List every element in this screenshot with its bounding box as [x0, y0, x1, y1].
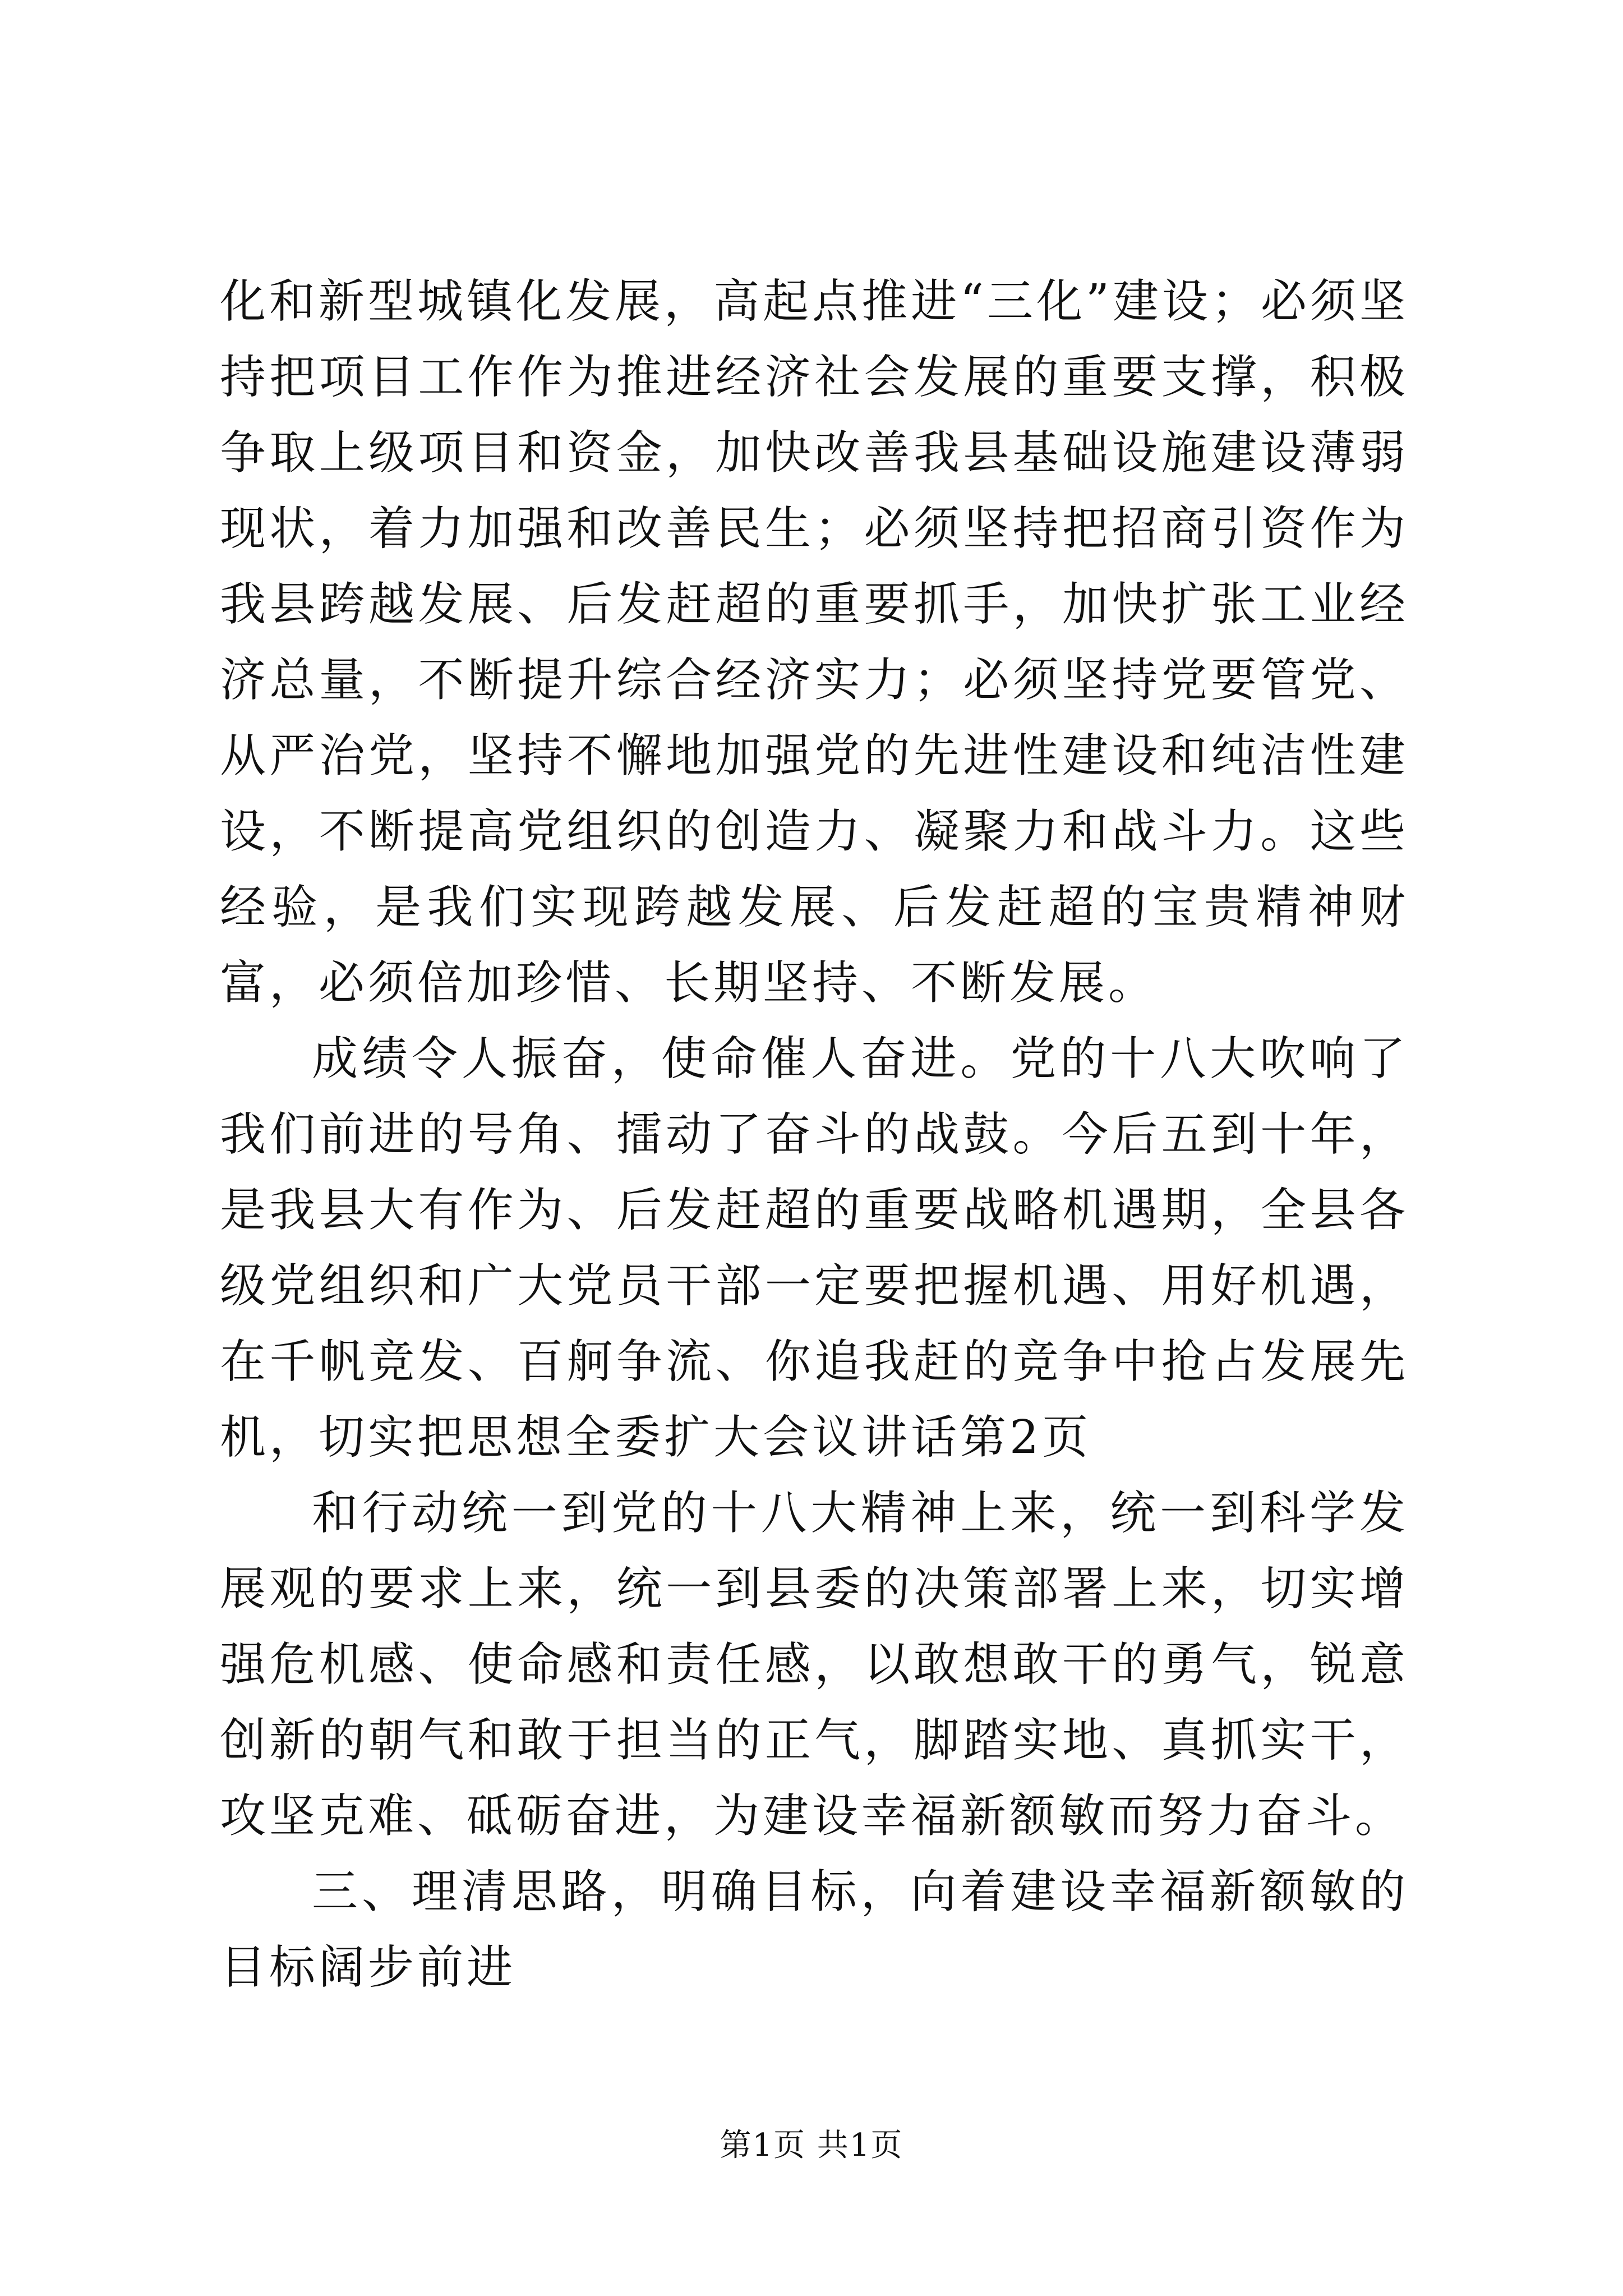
- paragraph-mission: 成绩令人振奋，使命催人奋进。党的十八大吹响了我们前进的号角、擂动了奋斗的战鼓。今后五到十年，是我县大有作为、后发赶超的重要战略机遇期，全县各级党组织和广大党员干部一定要把握机遇、用好机遇，在千帆竞发、百舸争流、你追我赶的竞争中抢占发展先机，切实把思想全委扩大会议讲话第2页: [220, 1032, 1409, 1464]
- document-body: [220, 264, 1409, 2005]
- paragraph-continued: 化和新型城镇化发展，高起点推进“三化”建设；必须坚持把项目工作作为推进经济社会发展的重要支撑，积极争取上级项目和资金，加快改善我县基础设施建设薄弱现状，着力加强和改善民生；必须坚持把招商引资作为我县跨越发展、后发赶超的重要抓手，加快扩张工业经济总量，不断提升综合经济实力；必须坚持党要管党、从严治党，坚持不懈地加强党的先进性建设和纯洁性建设，不断提高党组织的创造力、凝聚力和战斗力。这些经验，是我们实现跨越发展、后发赶超的宝贵精神财富，必须倍加珍惜、长期坚持、不断发展。: [220, 275, 1409, 1010]
- section-heading-three: 三、理清思路，明确目标，向着建设幸福新额敏的目标阔步前进: [220, 1865, 1409, 1994]
- page-footer: 第1页 共1页: [720, 2127, 903, 2164]
- paragraph-action: 和行动统一到党的十八大精神上来，统一到科学发展观的要求上来，统一到县委的决策部署上来，切实增强危机感、使命感和责任感，以敢想敢干的勇气，锐意创新的朝气和敢于担当的正气，脚踏实地、真抓实干，攻坚克难、砥砺奋进，为建设幸福新额敏而努力奋斗。: [220, 1487, 1409, 1843]
